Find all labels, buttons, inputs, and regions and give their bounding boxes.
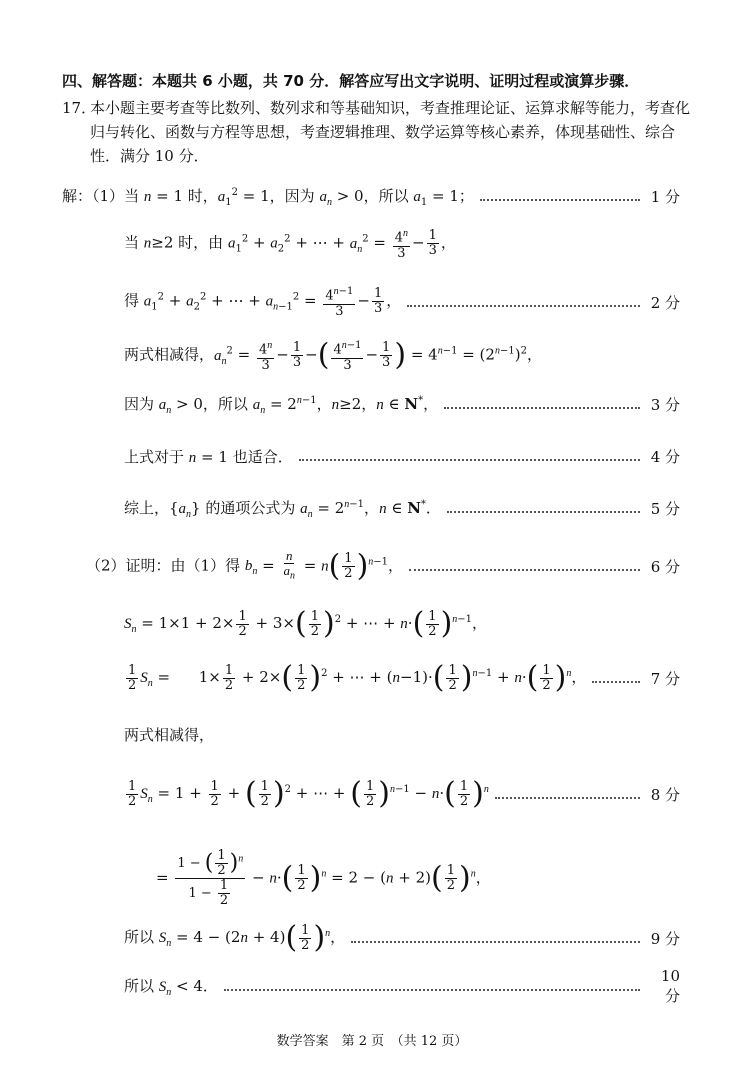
dot-leader <box>407 305 640 307</box>
question-17 <box>62 96 692 168</box>
step-2 <box>0 224 744 264</box>
score-label: 10 分 <box>660 966 680 1005</box>
step-15 <box>0 966 744 1006</box>
step-text: 综上，$\{a_n\}$ 的通项公式为 $a_n = 2^{n-1}$，n ∈ N*． <box>124 498 441 520</box>
step-13 <box>0 847 744 908</box>
dot-leader <box>351 941 640 943</box>
step-text: 两式相减得， <box>124 725 215 744</box>
dot-leader <box>495 797 640 799</box>
step-4 <box>0 336 744 376</box>
step-8 <box>0 546 744 586</box>
step-text: $\frac{1}{2}$ $S_n$ = 1× $\frac{1}{2}$ + 2×( $\frac{1}{2}$ )$^2$ + ⋯ + (n−1)·( $\frac{1}{2}$ )$^{n-1}$ + n·( $\frac{1}{2}$ )$^n$， <box>128 660 587 695</box>
step-1 <box>0 176 744 216</box>
step-text: 得 $a_1^2 + a_2^2$ + ⋯ + $a_{n-1}^2$ = $\frac{4^{n-1}}{3}$ − $\frac{1}{3}$ ， <box>124 286 402 319</box>
step-11 <box>0 714 744 754</box>
dot-leader <box>480 199 640 201</box>
step-text: 当 n≥2 时，由 $a_1^2 + a_2^2$ + ⋯ + $a_n^2$ = $\frac{4^n}{3}$ − $\frac{1}{3}$ ， <box>124 228 456 261</box>
step-text: 两式相减得，$a_n^2$ = $\frac{4^n}{3}$ − $\frac{1}{3}$ −( $\frac{4^{n-1}}{3}$ − $\frac{1}{3}$ ) = $4^{n-1} = (2^{n-1})^2$， <box>124 337 542 373</box>
dot-leader <box>299 459 640 461</box>
step-text: = 1 − ( $\frac{1}{2}$ )$^n$ 1 − $\frac{1}{2}$ − n·( $\frac{1}{2}$ )$^n$ = 2 − (n + 2)( $\frac{1}{2}$ )$^n$， <box>156 847 491 908</box>
step-9 <box>0 604 744 644</box>
dot-leader <box>444 407 640 409</box>
step-5 <box>0 384 744 424</box>
score-label: 5 分 <box>650 499 680 518</box>
section-title: 四、解答题：本题共 6 小题，共 70 分．解答应写出文字说明、证明过程或演算步骤． <box>62 72 640 90</box>
step-text: 所以 $S_n < 4$． <box>124 976 218 998</box>
page-footer: 数学答案 第 2 页 （共 12 页） <box>276 1034 468 1049</box>
step-7 <box>0 488 744 528</box>
step-text: 所以 $S_n = 4 - (2n + 4)$( $\frac{1}{2}$ )$^n$， <box>124 920 346 955</box>
step-text: 解：（1）当 n = 1 时，$a_1^2 = 1$，因为 $a_n > 0$，所以 $a_1 = 1$； <box>62 186 474 208</box>
score-label: 1 分 <box>650 187 680 206</box>
question-number: 17． <box>62 99 97 117</box>
score-label: 2 分 <box>650 293 680 312</box>
score-label: 9 分 <box>650 929 680 948</box>
dot-leader <box>447 511 640 513</box>
score-label: 8 分 <box>650 785 680 804</box>
question-text: 本小题主要考查等比数列、数列求和等基础知识，考查推理论证、运算求解等能力，考查化归与转化、函数与方程等思想，考查逻辑推理、数学运算等核心素养，体现基础性、综合性．满分 10 分． <box>90 99 691 165</box>
dot-leader <box>592 681 640 683</box>
step-text: $S_n = 1\times 1 + 2\times$ $\frac{1}{2}$ + 3×( $\frac{1}{2}$ )$^2$ + ⋯ + n·( $\frac{1}{2}$ )$^{n-1}$， <box>124 606 488 641</box>
dot-leader <box>409 569 640 571</box>
score-label: 4 分 <box>650 447 680 466</box>
score-label: 3 分 <box>650 395 680 414</box>
score-label: 7 分 <box>650 669 680 688</box>
step-text: （2）证明：由（1）得 $b_n$ = $\frac{n}{a_n}$ = n( $\frac{1}{2}$ )$^{n-1}$， <box>86 547 404 583</box>
step-text: $\frac{1}{2}$ $S_n = 1$ + $\frac{1}{2}$ + ( $\frac{1}{2}$ )$^2$ + ⋯ + ( $\frac{1}{2}$ )$^{n-1}$ − n·( $\frac{1}{2}$ )$^n$ <box>128 776 489 811</box>
step-text: 上式对于 n = 1 也适合． <box>124 447 293 466</box>
step-3 <box>0 282 744 322</box>
step-12 <box>0 774 744 814</box>
step-text: 因为 $a_n > 0$，所以 $a_n = 2^{n-1}$，n≥2，n ∈ N*， <box>124 394 439 416</box>
dot-leader <box>224 989 640 991</box>
score-label: 6 分 <box>650 557 680 576</box>
step-14 <box>0 918 744 958</box>
step-10 <box>0 658 744 698</box>
step-6 <box>0 436 744 476</box>
